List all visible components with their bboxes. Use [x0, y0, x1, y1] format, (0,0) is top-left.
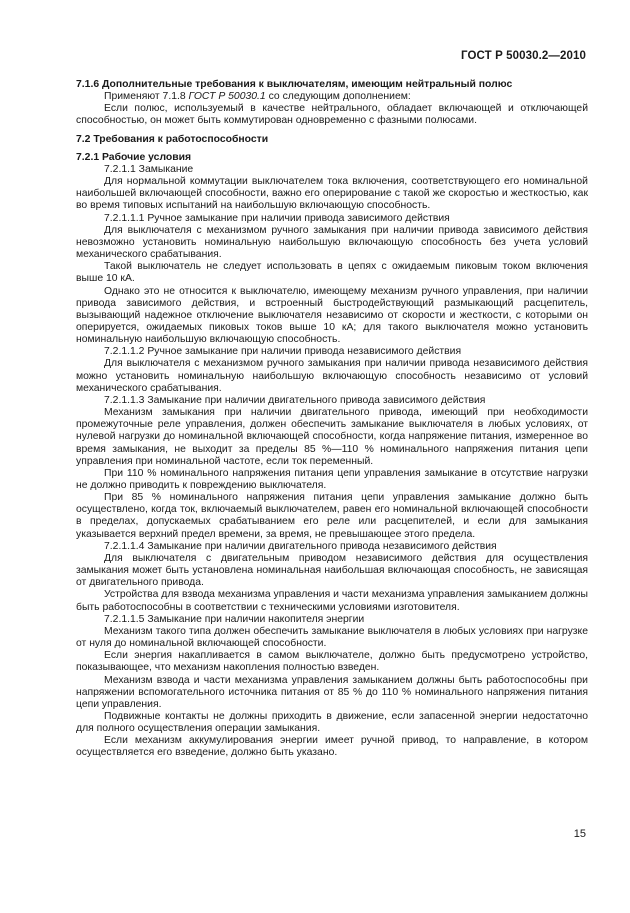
paragraph: Для выключателя с двигательным приводом независимого действия для осуществления замыкания может быть установлена номинальная наибольшая включающая способность, не зависящая от двигательного привода. — [76, 552, 588, 589]
heading-7-2-1: 7.2.1 Рабочие условия — [76, 151, 192, 163]
paragraph: Применяют 7.1.8 ГОСТ Р 50030.1 со следующим дополнением: — [104, 91, 411, 103]
page-number: 15 — [573, 828, 586, 840]
subsection-label: 7.2.1.1.5 Замыкание при наличии накопителя энергии — [104, 613, 365, 625]
paragraph: Если механизм аккумулирования энергии имеет ручной привод, то направление, в котором осуществляется его взведение, должно быть указано. — [76, 735, 588, 759]
paragraph: Механизм взвода и части механизма управления замыканием должны быть работоспособны при напряжении вспомогательного источника питания от 85 % до 110 % номинального напряжения питания цепи управления. — [76, 674, 588, 710]
paragraph: Для нормальной коммутации выключателем тока включения, соответствующего его номинальной наибольшей включающей способности, важно его оперирование с такой же скоростью и жесткостью, как во время типовых испытаний на наибольшую включающую способность. — [76, 176, 588, 212]
paragraph: Такой выключатель не следует использовать в цепях с ожидаемым пиковым током включения выше 10 кА. — [76, 261, 588, 285]
paragraph: Однако это не относится к выключателю, имеющему механизм ручного управления, при наличии привода зависимого действия, и встроенный быстродействующий размыкающий расцепитель, вызывающий надежное отключение выключателя независимо от скорости и жесткости, с которыми он оперируется, ожидаемых пиковых токов выше 10 кА; для такого выключателя можно установить номинальную наибольшую включающую способность. — [76, 285, 588, 346]
document-body — [76, 79, 588, 760]
heading-7-1-6: 7.1.6 Дополнительные требования к выключателям, имеющим нейтральный полюс — [76, 79, 513, 90]
paragraph: Механизм замыкания при наличии двигательного привода, имеющий при необходимости промежуточные реле управления, должен обеспечить замыкание выключателя в любых условиях, от нулевой нагрузки до номинальной включающей способности, когда напряжение питания, измеренное во время замыкания, не выходит за пределы 85 %—110 % номинального напряжения питания цепи управления при номинальной частоте, если ток переменный. — [76, 407, 588, 467]
paragraph: При 110 % номинального напряжения питания цепи управления замыкание в отсутствие нагрузки не должно приводить к повреждению выключателя. — [76, 467, 588, 491]
paragraph: Устройства для взвода механизма управления и части механизма управления замыканием должны быть работоспособны в соответствии с техническими условиями изготовителя. — [76, 589, 588, 613]
paragraph: При 85 % номинального напряжения питания цепи управления замыкание должно быть осуществлено, когда ток, включаемый выключателем, равен его номинальной включающей способности в пределах, допускаемых срабатыванием его реле или расцепителей, и если для замыкания указывается верхний предел времени, за время, не превышающее этого предела. — [76, 492, 588, 540]
paragraph: Подвижные контакты не должны приходить в движение, если запасенной энергии недостаточно для полного осуществления операции замыкания. — [76, 710, 588, 735]
paragraph: Если полюс, используемый в качестве нейтрального, обладает включающей и отключающей способностью, он может быть коммутирован одновременно с фазными полюсами. — [76, 103, 588, 127]
subsection-label: 7.2.1.1 Замыкание — [104, 163, 194, 175]
paragraph: Механизм такого типа должен обеспечить замыкание выключателя в любых условиях при нагрузке от нуля до номинальной включающей способности. — [76, 625, 588, 650]
document-code-header: ГОСТ Р 50030.2—2010 — [461, 50, 586, 62]
subsection-label: 7.2.1.1.2 Ручное замыкание при наличии привода независимого действия — [104, 346, 462, 358]
paragraph: Для выключателя с механизмом ручного замыкания при наличии привода зависимого действия невозможно установить номинальную наибольшую включающую способность без учета условий механического срабатывания. — [76, 224, 588, 261]
paragraph: Если энергия накапливается в самом выключателе, должно быть предусмотрено устройство, показывающее, что механизм накопления полностью взведен. — [76, 650, 588, 674]
paragraph: Для выключателя с механизмом ручного замыкания при наличии привода независимого действия можно установить номинальную наибольшую включающую способность независимо от условий механического срабатывания. — [76, 358, 588, 394]
subsection-label: 7.2.1.1.1 Ручное замыкание при наличии привода зависимого действия — [104, 212, 450, 224]
subsection-label: 7.2.1.1.4 Замыкание при наличии двигательного привода независимого действия — [104, 540, 497, 552]
subsection-label: 7.2.1.1.3 Замыкание при наличии двигательного привода зависимого действия — [104, 394, 486, 406]
heading-7-2: 7.2 Требования к работоспособности — [76, 133, 269, 145]
